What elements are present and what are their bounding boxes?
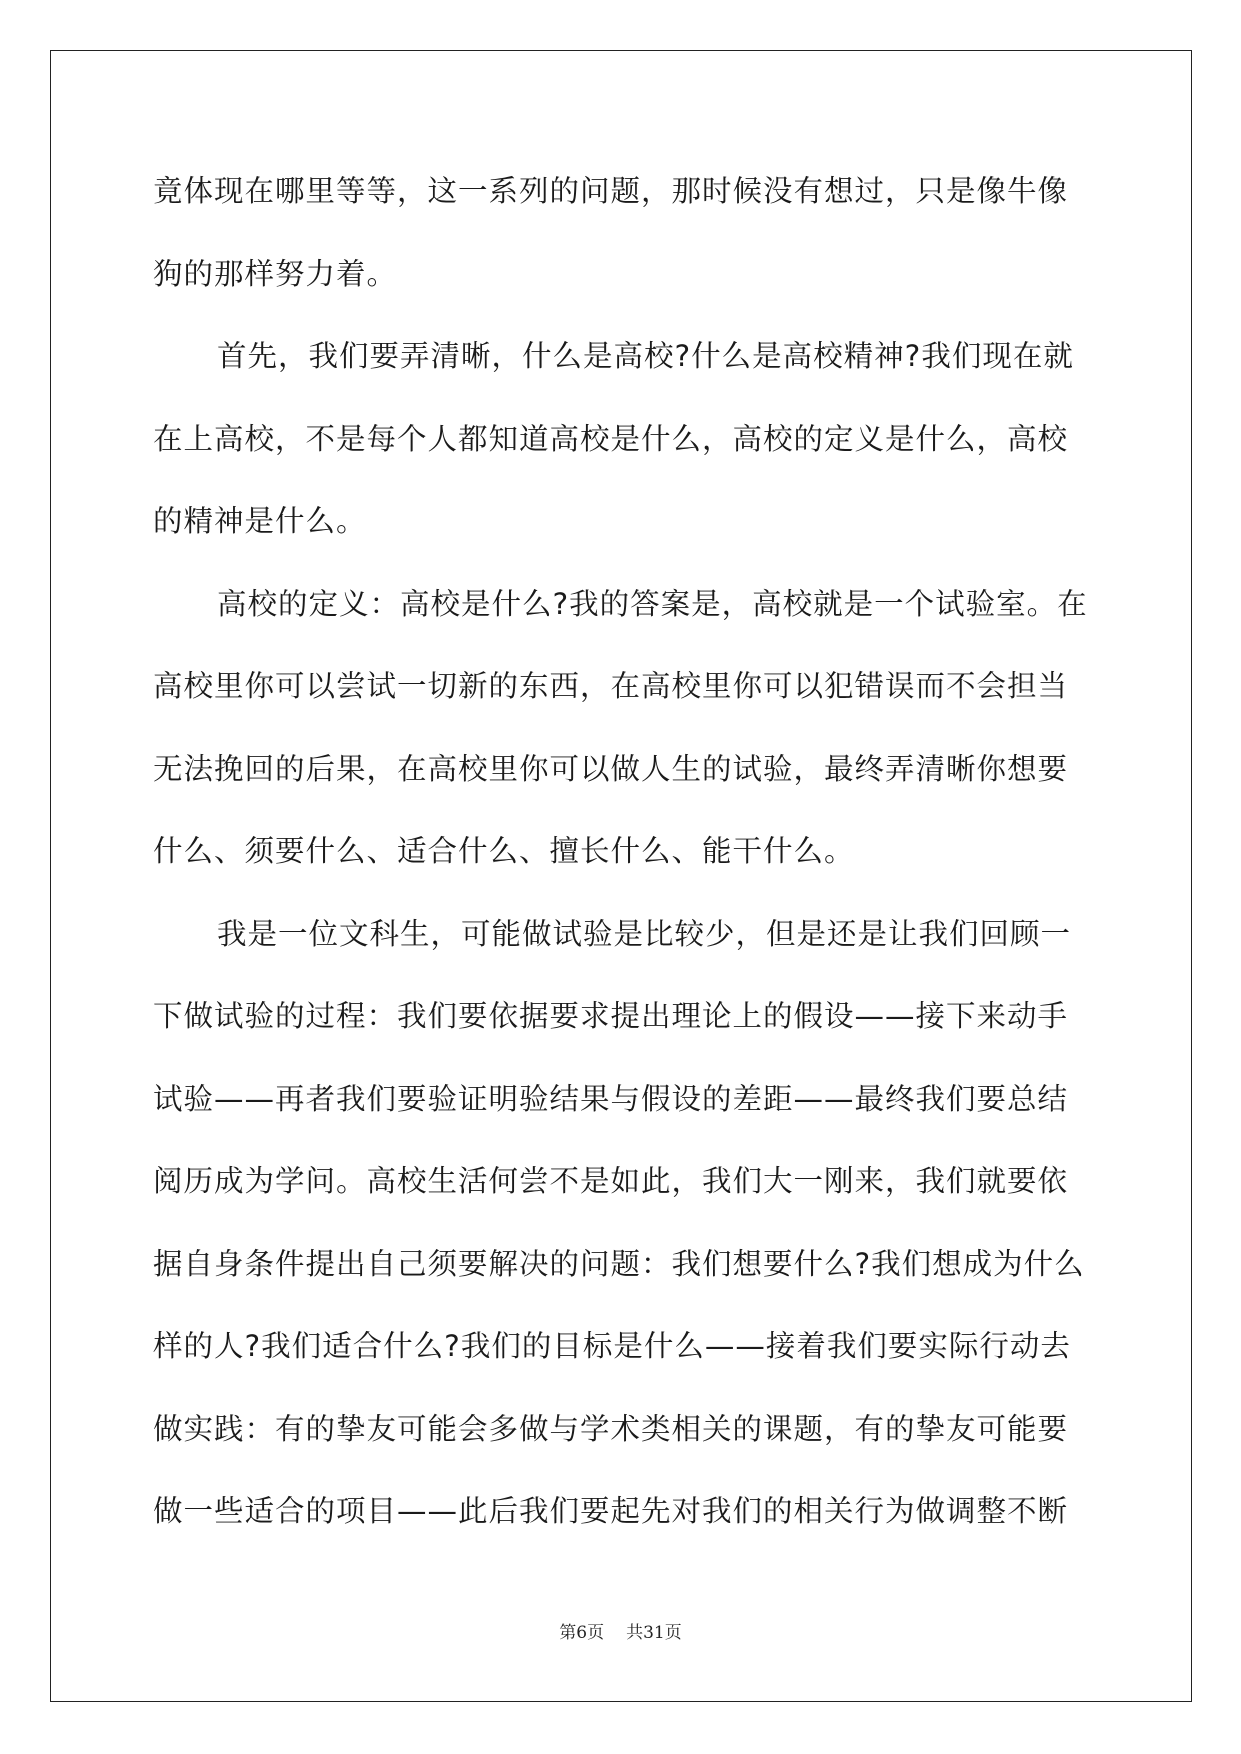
text-line: 做实践：有的挚友可能会多做与学术类相关的课题，有的挚友可能要 — [153, 1411, 1069, 1446]
text-line: 试验——再者我们要验证明验结果与假设的差距——最终我们要总结 — [153, 1081, 1069, 1116]
text-line: 样的人?我们适合什么?我们的目标是什么——接着我们要实际行动去 — [153, 1329, 1071, 1363]
page-number: 第6页 — [559, 1623, 605, 1643]
text-line: 高校里你可以尝试一切新的东西，在高校里你可以犯错误而不会担当 — [153, 669, 1069, 703]
text-line: 无法挽回的后果，在高校里你可以做人生的试验，最终弄清晰你想要 — [153, 751, 1069, 786]
text-line: 阅历成为学问。高校生活何尝不是如此，我们大一刚来，我们就要依 — [153, 1164, 1069, 1198]
text-line: 的精神是什么。 — [153, 504, 367, 538]
paragraph-start-line: 我是一位文科生，可能做试验是比较少，但是还是让我们回顾一 — [217, 916, 1072, 951]
document-body — [153, 166, 1093, 1569]
text-line: 在上高校，不是每个人都知道高校是什么，高校的定义是什么，高校 — [153, 421, 1069, 456]
page-footer — [0, 1618, 1241, 1643]
text-line: 什么、须要什么、适合什么、擅长什么、能干什么。 — [153, 834, 855, 868]
page-total: 共31页 — [626, 1623, 682, 1643]
text-line: 做一些适合的项目——此后我们要起先对我们的相关行为做调整不断 — [153, 1494, 1069, 1528]
paragraph-start-line: 高校的定义：高校是什么?我的答案是，高校就是一个试验室。在 — [217, 586, 1088, 621]
text-line: 据自身条件提出自己须要解决的问题：我们想要什么?我们想成为什么 — [153, 1246, 1085, 1281]
text-line: 竟体现在哪里等等，这一系列的问题，那时候没有想过，只是像牛像 — [153, 174, 1069, 208]
text-line: 下做试验的过程：我们要依据要求提出理论上的假设——接下来动手 — [153, 999, 1069, 1033]
text-line: 狗的那样努力着。 — [153, 256, 398, 291]
paragraph-start-line: 首先，我们要弄清晰，什么是高校?什么是高校精神?我们现在就 — [217, 339, 1074, 373]
